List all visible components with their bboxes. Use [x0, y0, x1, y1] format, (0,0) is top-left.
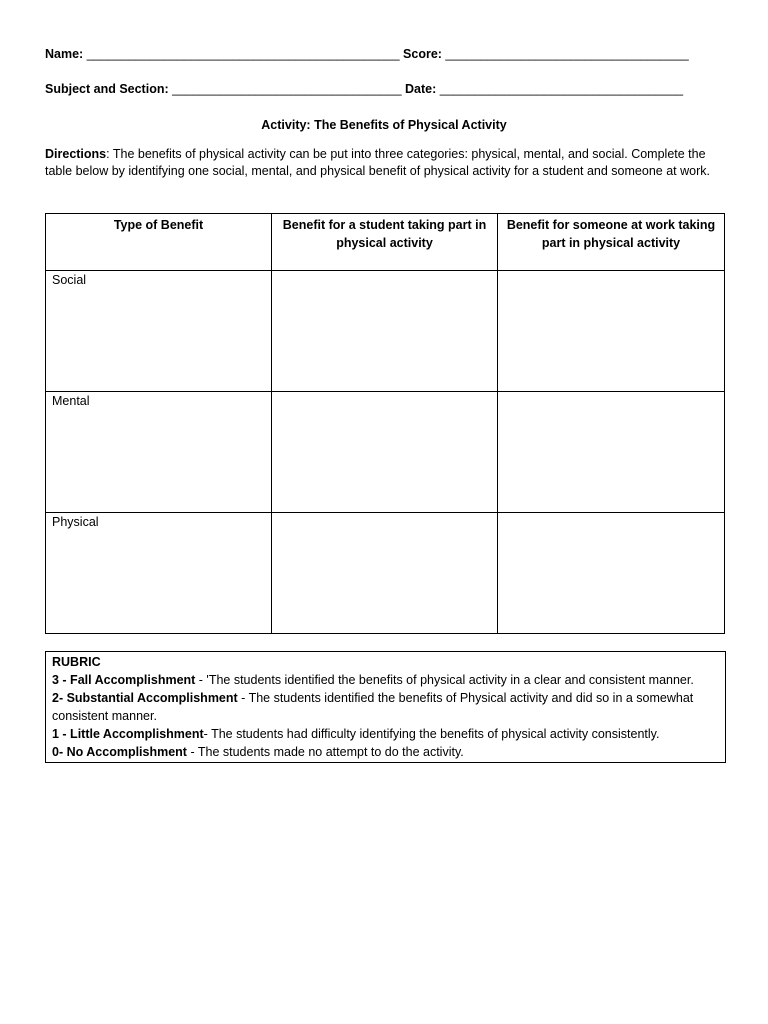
directions-text: : The benefits of physical activity can be put into three categories: physical, mental, and social. Complete the table below by identifying one social, mental, and physical benefit of physical activity for a student and someone at work.: [45, 147, 710, 178]
rubric-item-3: [52, 671, 720, 689]
header-student-benefit: Benefit for a student taking part in physical activity: [272, 214, 498, 271]
mental-student-cell[interactable]: [272, 392, 498, 513]
rubric-item-2: [52, 689, 720, 725]
row-label-mental: Mental: [46, 392, 272, 513]
rubric-box: [45, 651, 726, 763]
benefits-table: [45, 213, 725, 634]
table-row-mental: [46, 392, 725, 513]
rubric-description: - The students made no attempt to do the activity.: [186, 745, 464, 759]
directions-label: Directions: [45, 147, 107, 161]
score-blank[interactable]: ___________________________________: [445, 47, 689, 61]
rubric-level: 2- Substantial Accomplishment: [52, 691, 238, 705]
physical-student-cell[interactable]: [272, 513, 498, 634]
rubric-description: - 'The students identified the benefits of physical activity in a clear and consistent manner.: [195, 673, 694, 687]
rubric-level: 3 - Fall Accomplishment: [52, 673, 196, 687]
name-blank[interactable]: _____________________________________________: [86, 47, 400, 61]
rubric-item-0: [52, 743, 720, 761]
table-header-row: [46, 214, 725, 271]
row-label-physical: Physical: [46, 513, 272, 634]
header-type-of-benefit: Type of Benefit: [46, 214, 272, 271]
subject-section-blank[interactable]: _________________________________: [172, 82, 402, 96]
rubric-description: - The students had difficulty identifying the benefits of physical activity consistently.: [203, 727, 660, 741]
subject-date-line: [45, 82, 683, 96]
rubric-description: - The students identified the benefits of Physical activity and did so in a somewhat consistent manner.: [52, 691, 694, 723]
rubric-title: RUBRIC: [52, 655, 101, 669]
social-student-cell[interactable]: [272, 271, 498, 392]
social-worker-cell[interactable]: [498, 271, 725, 392]
physical-worker-cell[interactable]: [498, 513, 725, 634]
rubric-level: 0- No Accomplishment: [52, 745, 187, 759]
date-blank[interactable]: ___________________________________: [439, 82, 684, 96]
header-worker-benefit: Benefit for someone at work taking part in physical activity: [498, 214, 725, 271]
rubric-item-1: [52, 725, 720, 743]
row-label-social: Social: [46, 271, 272, 392]
directions: [45, 146, 725, 180]
rubric-level: 1 - Little Accomplishment: [52, 727, 204, 741]
activity-title: Activity: The Benefits of Physical Activity: [261, 118, 507, 132]
name-label: Name:: [45, 47, 84, 61]
table-row-social: [46, 271, 725, 392]
score-label: Score:: [403, 47, 442, 61]
table-row-physical: [46, 513, 725, 634]
subject-section-label: Subject and Section:: [45, 82, 169, 96]
date-label: Date:: [405, 82, 437, 96]
mental-worker-cell[interactable]: [498, 392, 725, 513]
name-score-line: [45, 47, 689, 61]
